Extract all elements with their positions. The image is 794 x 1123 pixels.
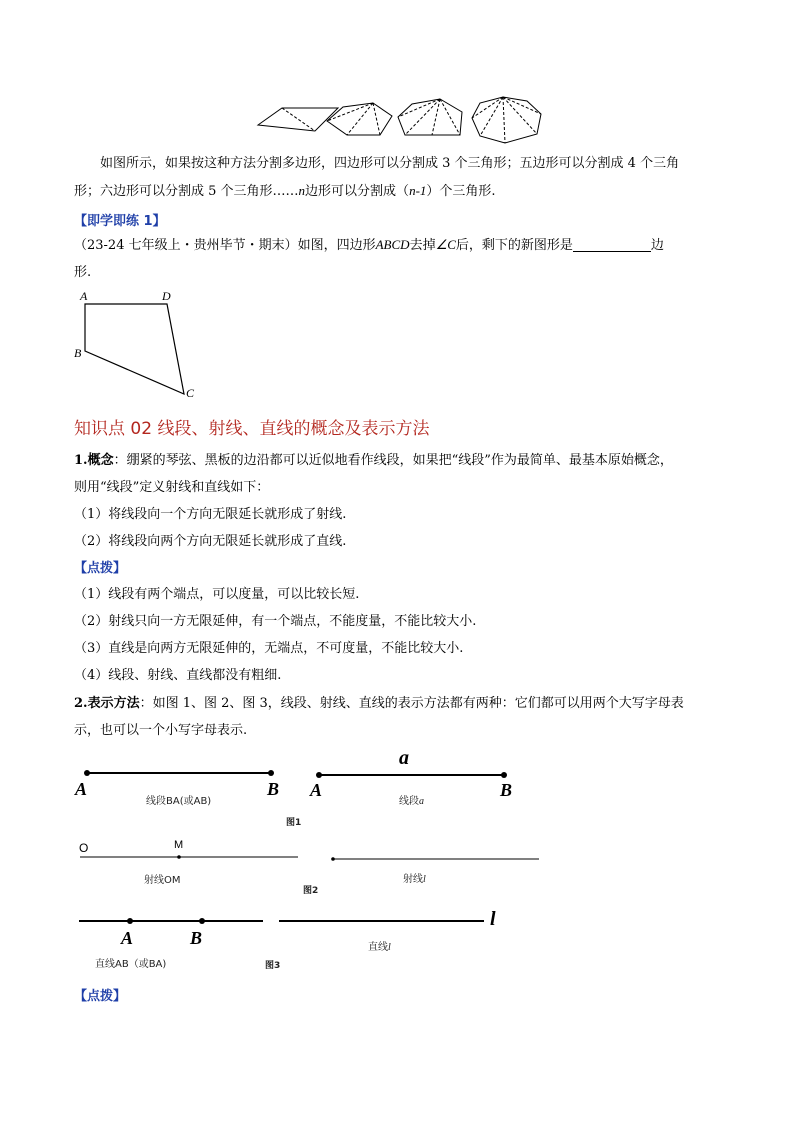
fig3-label: 图3 [265, 961, 281, 971]
fig1-right-label-a: A [310, 780, 323, 800]
practice-header: 【即学即练 1】 [74, 214, 166, 229]
tip-item: （3）直线是向两方无限延伸的，无端点，不可度量，不能比较大小. [74, 641, 464, 656]
fig3-label-a: A [121, 928, 134, 948]
fig2-label-o: O [79, 841, 89, 855]
section-title: 知识点 02 线段、射线、直线的概念及表示方法 [74, 419, 430, 439]
fig2-left-caption: 射线OM [144, 875, 181, 886]
fig3-left-caption: 直线AB（或BA) [95, 959, 167, 970]
quad-label-c: C [186, 386, 195, 400]
concept-block: 1.概念：绷紧的琴弦、黑板的边沿都可以近似地看作线段，如果把“线段”作为最简单、最基本原始概念， 则用“线段”定义射线和直线如下： （1）将线段向一个方向无限延长就形成了射线. （2）将线段向两个方向无限延长就形成了直线. [74, 453, 673, 549]
tips-header-1: 【点拨】 [74, 561, 127, 576]
fig1-label: 图1 [286, 818, 302, 828]
fig2-right-caption: 射线l [403, 874, 426, 885]
quad-label-d: D [162, 289, 171, 303]
fig1-left-label-b: B [267, 779, 280, 799]
quad-label-b: B [74, 346, 82, 360]
tip-item: （4）线段、射线、直线都没有粗细. [74, 668, 282, 683]
fig2-ray-om [80, 855, 298, 859]
tip-item: （2）射线只向一方无限延伸，有一个端点，不能度量，不能比较大小. [74, 614, 477, 629]
fig1-segment-a [316, 772, 507, 778]
fig3-right-caption: 直线l [368, 942, 391, 953]
intro-line-1: 如图所示，如果按这种方法分割多边形，四边形可以分割成 3 个三角形；五边形可以分割成 4 个三角 [100, 156, 680, 171]
fig1-right-letter: a [399, 747, 409, 769]
fig3-label-b: B [190, 928, 203, 948]
quad-label-a: A [80, 289, 88, 303]
fig1-right-label-b: B [500, 780, 513, 800]
fig2-label-m: M [174, 839, 184, 851]
fig3-right-letter: l [490, 908, 496, 930]
practice-question: （23-24 七年级上・贵州毕节・期末）如图，四边形ABCD去掉∠C后，剩下的新图形是 边 形. [74, 237, 664, 280]
fig1-left-caption: 线段BA(或AB) [146, 796, 212, 807]
fig2-ray-l [331, 857, 539, 861]
representation-block: 2.表示方法：如图 1、图 2、图 3，线段、射线、直线的表示方法都有两种：它们都可以用两个大写字母表 示，也可以一个小写字母表示. [74, 696, 684, 738]
fig2-label: 图2 [303, 886, 319, 896]
fig1-segment-ba [84, 770, 274, 776]
concept-item-2: （2）将线段向两个方向无限延长就形成了直线. [74, 534, 347, 549]
concept-item-1: （1）将线段向一个方向无限延长就形成了射线. [74, 507, 347, 522]
tip-item: （1）线段有两个端点，可以度量，可以比较长短. [74, 587, 360, 602]
fig3-line-ab [79, 918, 263, 924]
tips-header-2: 【点拨】 [74, 989, 127, 1004]
fig1-right-caption: 线段a [399, 796, 424, 807]
intro-line-2: 形；六边形可以分割成 5 个三角形……n边形可以分割成（n-1）个三角形. [74, 183, 496, 199]
fig1-left-label-a: A [75, 779, 88, 799]
